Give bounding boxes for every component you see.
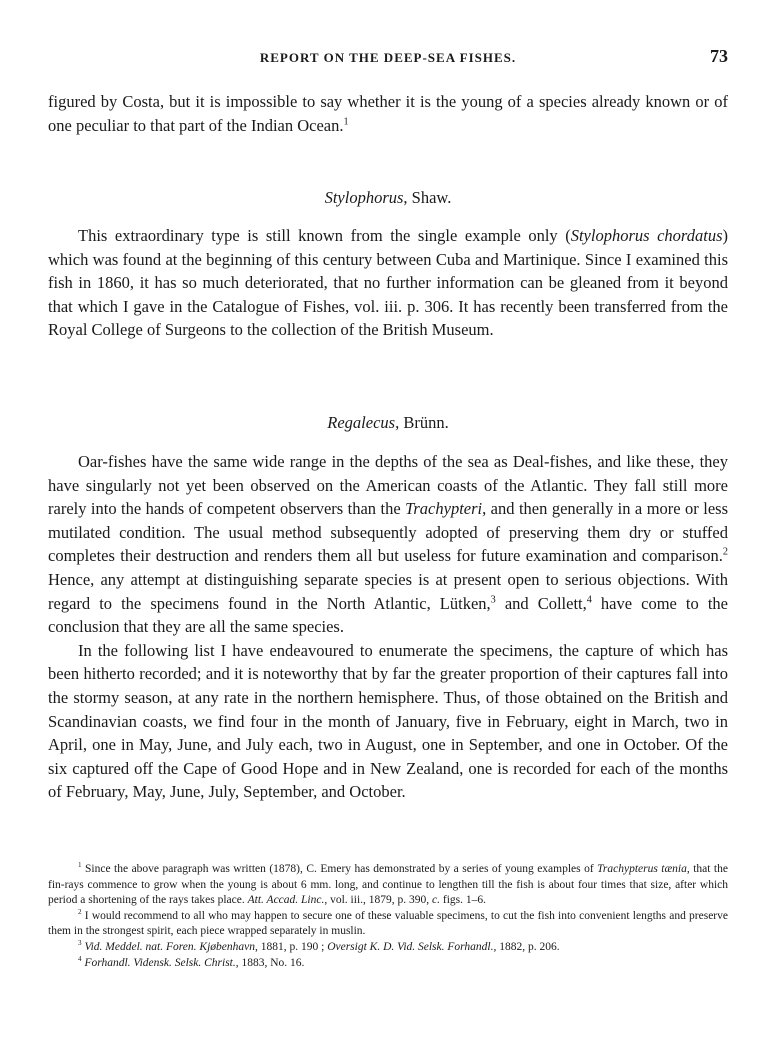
section-heading-stylophorus — [48, 188, 728, 208]
stylophorus-body — [48, 224, 728, 342]
footnote-1: $^1$ Since the above paragraph was written (1878), C. Emery has demonstrated by a series of young examples of Trachypterus tænia, that the fin-rays commence to grow when the young is about 6 mm. long, and continue to lengthen till the fish is about four times that size, after which period a shortening of the rays takes place. Att. Accad. Linc., vol. iii., 1879, p. 390, c. figs. 1–6. — [48, 861, 728, 907]
running-title: REPORT ON THE DEEP-SEA FISHES. — [259, 50, 517, 65]
regalecus-body — [48, 450, 728, 804]
genus-name-inline: Trachypteri — [405, 499, 483, 519]
intro-paragraph: figured by Costa, but it is impossible to say whether it is the young of a species already known or of one peculiar to that part of the Indian Ocean.$^1$ — [48, 92, 728, 135]
running-head — [48, 46, 728, 70]
genus-author: , Brünn. — [395, 413, 449, 432]
genus-name: Stylophorus — [324, 188, 404, 207]
species-name: Stylophorus chordatus — [570, 226, 723, 245]
footnote-ref-4: 4 — [586, 594, 592, 606]
footnote-ref-1: 1 — [343, 116, 349, 128]
footnote-ref-3: 3 — [490, 594, 496, 606]
page-number: 73 — [710, 46, 728, 66]
footnote-ref-2: 2 — [722, 546, 728, 558]
genus-author: , Shaw. — [403, 188, 452, 207]
regalecus-paragraph-2: In the following list I have endeavoured to enumerate the specimens, the capture of which has been hitherto recorded; and it is noteworthy that by far the greater proportion of their captures fall into the stormy season, at any rate in the northern hemisphere. Thus, of those obtained on the British and Scandinavian coasts, we find four in the month of January, five in February, eight in March, two in April, one in May, June, and July each, two in August, one in September, and one in October. Of the six captured off the Cape of Good Hope and in New Zealand, one is recorded for each of the months of February, May, June, July, September, and October. — [48, 640, 728, 802]
footnote-4: $^4$ Forhandl. Vidensk. Selsk. Christ., 1883, No. 16. — [78, 954, 305, 969]
footnote-3: $^3$ Vid. Meddel. nat. Foren. Kjøbenhavn, 1881, p. 190 ; Oversigt K. D. Vid. Selsk. Forhandl., 1882, p. 206. — [78, 939, 560, 953]
genus-name: Regalecus — [327, 413, 396, 432]
section-heading-regalecus — [48, 413, 728, 433]
footnote-2: $^2$ I would recommend to all who may happen to secure one of these valuable specimens, to cut the fish into convenient lengths and preserve them in the strongest spirit, each piece wrapped separately in muslin. — [48, 907, 728, 938]
stylophorus-paragraph: This extraordinary type is still known from the single example only (Stylophorus chordatus) which was found at the beginning of this century between Cuba and Martinique. Since I examined this fish in 1860, it has so much deteriorated, that no further information can be gleaned from it beyond that which I gave in the Catalogue of Fishes, vol. iii. p. 306. It has recently been transferred from the Royal College of Surgeons to the collection of the British Museum. — [48, 226, 728, 340]
intro-paragraph-block — [48, 90, 728, 137]
footnotes — [48, 862, 728, 971]
regalecus-paragraph-1: Oar-fishes have the same wide range in the depths of the sea as Deal-fishes, and like these, they have singularly not yet been observed on the American coasts of the Atlantic. They fall still more rarely into the hands of competent observers than the Trachypteri, and then generally in a more or less mutilated condition. The usual method subsequently adopted of preserving them dry or stuffed completes their destruction and renders them all but useless for future examination and comparison.$^2$ Hence, any attempt at distinguishing separate species is at present open to serious objections. With regard to the specimens found in the North Atlantic, Lütken,$^3$ and Collett,$^4$ have come to the conclusion that they are all the same species. — [48, 452, 728, 637]
